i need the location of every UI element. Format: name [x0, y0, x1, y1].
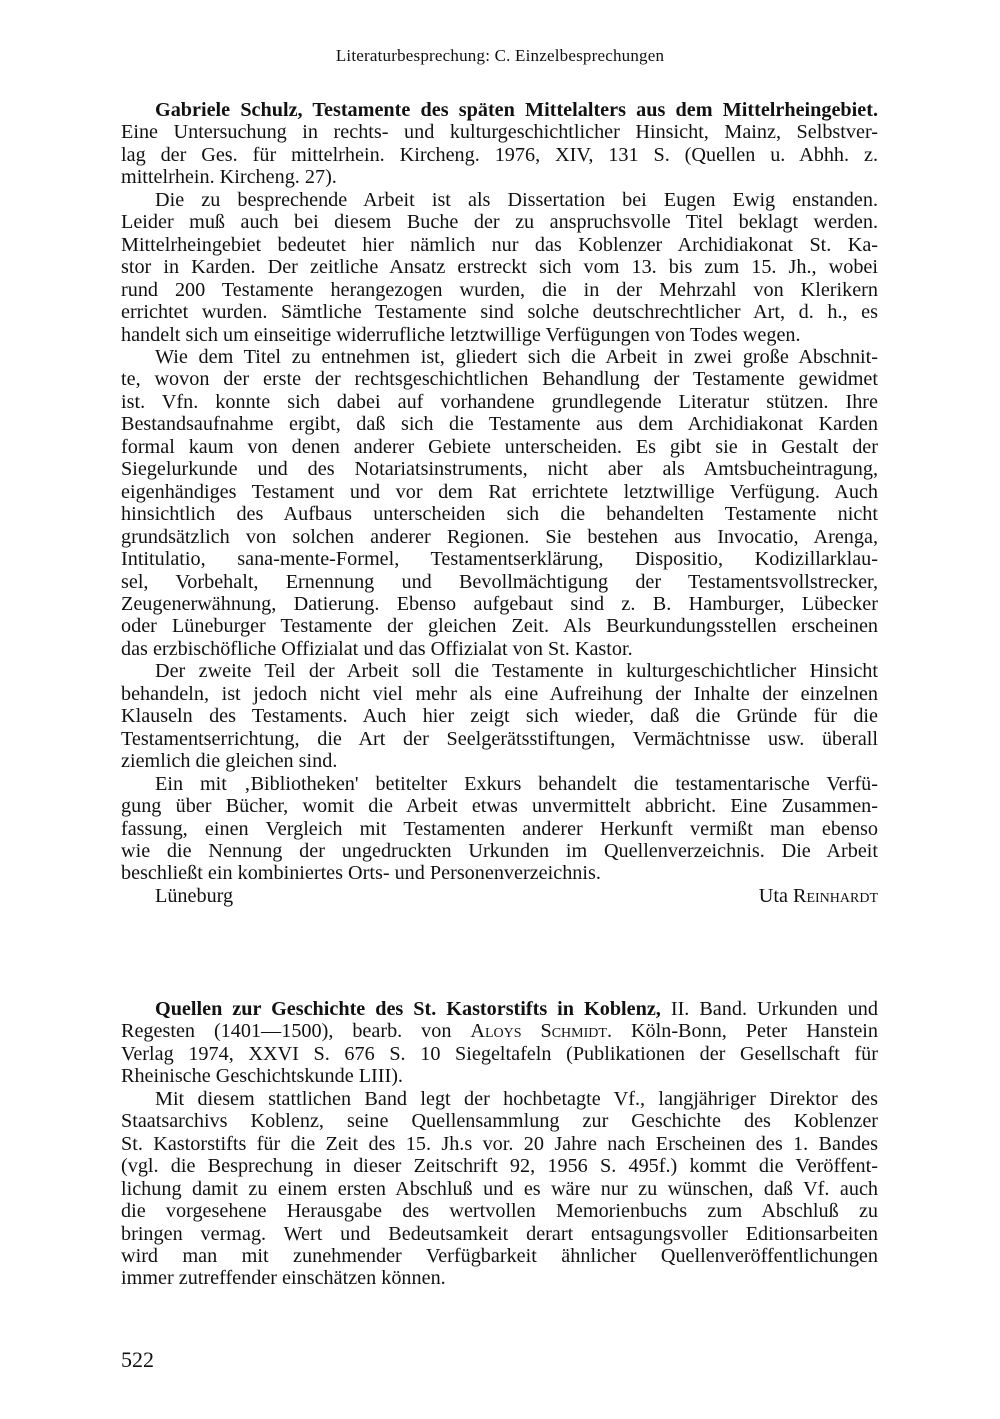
text-line: Mit diesem stattlichen Band legt der hochbetagte Vf., langjähriger Direktor des [155, 1087, 878, 1110]
text-line: Mittelrheingebiet bedeutet hier nämlich nur das Koblenzer Archidiakonat St. Ka- [121, 233, 878, 256]
text-line: St. Kastorstifts für die Zeit des 15. Jh.s vor. 20 Jahre nach Erscheinen des 1. Bandes [121, 1132, 878, 1155]
reviewer-name [759, 885, 878, 907]
text-line: Bestandsaufnahme ergibt, daß sich die Testamente aus dem Archidiakonat Karden [121, 413, 878, 436]
text-line: grundsätzlich von solchen anderer Regionen. Sie bestehen aus Invocatio, Arenga, [121, 525, 878, 548]
text-line: immer zutreffender einschätzen können. [121, 1267, 446, 1290]
text-line: lichung damit zu einem ersten Abschluß und es wäre nur zu wünschen, daß Vf. auch [121, 1177, 878, 1200]
review-1 [121, 99, 878, 907]
biblio-line: mittelrhein. Kircheng. 27). [121, 166, 337, 189]
text-line: Staatsarchivs Koblenz, seine Quellensammlung zur Geschichte des Koblenzer [121, 1110, 878, 1133]
text-line: ist. Vfn. konnte sich dabei auf vorhandene grundlegende Literatur stützen. Ihre [121, 390, 878, 413]
review-place: Lüneburg [155, 884, 234, 907]
text-line: wie die Nennung der ungedruckten Urkunden im Quellenverzeichnis. Die Arbeit [121, 839, 878, 862]
text-line: hinsichtlich des Aufbaus unterscheiden sich die behandelten Testamente nicht [121, 503, 878, 526]
review-title-line [121, 998, 878, 1020]
text-line: Die zu besprechende Arbeit ist als Dissertation bei Eugen Ewig enstanden. [155, 188, 878, 211]
text-line: rund 200 Testamente herangezogen wurden, die in der Mehrzahl von Klerikern [121, 278, 878, 301]
reviewer-last-name: Reinhardt [792, 884, 878, 907]
text-line: formal kaum von denen anderer Gebiete unterscheiden. Es gibt sie in Gestalt der [121, 435, 878, 458]
text-line: Zeugenerwähnung, Datierung. Ebenso aufgebaut sind z. B. Hamburger, Lübecker [121, 592, 878, 615]
page-number: 522 [121, 1347, 154, 1372]
biblio-line: lag der Ges. für mittelrhein. Kircheng. 1976, XIV, 131 S. (Quellen u. Abhh. z. [121, 143, 878, 166]
text-line: Der zweite Teil der Arbeit soll die Testamente in kulturgeschichtlicher Hinsicht [155, 660, 878, 683]
text-line: ziemlich die gleichen sind. [121, 750, 338, 773]
biblio-line [121, 1020, 878, 1042]
text-line: Ein mit ‚Bibliotheken' betitelter Exkurs behandelt die testamentarische Verfü- [155, 772, 878, 795]
text-line: Leider muß auch bei diesem Buche der zu anspruchsvolle Titel beklagt werden. [121, 211, 878, 234]
text-line: Wie dem Titel zu entnehmen ist, gliedert sich die Arbeit in zwei große Abschnit- [155, 345, 878, 368]
review-2 [121, 998, 878, 1290]
biblio-line: Eine Untersuchung in rechts- und kulturgeschichtlicher Hinsicht, Mainz, Selbstver- [121, 121, 878, 144]
text-line: Siegelurkunde und des Notariatsinstruments, nicht aber als Amtsbucheintragung, [121, 458, 878, 481]
review-title-line [121, 99, 878, 121]
text-line: sel, Vorbehalt, Ernennung und Bevollmächtigung der Testamentsvollstrecker, [121, 570, 878, 593]
biblio-line: Rheinische Geschichtskunde LIII). [121, 1065, 403, 1088]
text-line: stor in Karden. Der zeitliche Ansatz erstreckt sich vom 13. bis zum 15. Jh., wobei [121, 256, 878, 279]
reviewer-first-name: Uta [758, 884, 788, 907]
text-line: die vorgesehene Herausgabe des wertvollen Memorienbuchs zum Abschluß zu [121, 1200, 878, 1223]
text-line: gung über Bücher, womit die Arbeit etwas unvermittelt abbricht. Eine Zusammen- [121, 795, 878, 818]
biblio-text: . Köln-Bonn, Peter Hanstein [606, 1020, 878, 1043]
review-title-rest: II. Band. Urkunden und [660, 998, 878, 1020]
biblio-text: Regesten (1401—1500), bearb. von [121, 1020, 471, 1043]
text-line: Testamentserrichtung, die Art der Seelgerätsstiftungen, Vermächtnisse usw. überall [121, 727, 878, 750]
text-line: eigenhändiges Testament und vor dem Rat errichtete letztwillige Verfügung. Auch [121, 480, 878, 503]
text-line: handelt sich um einseitige widerrufliche letztwillige Verfügungen von Todes wegen. [121, 323, 801, 346]
text-line: behandeln, ist jedoch nicht viel mehr als eine Aufreihung der Inhalte der einzelnen [121, 682, 878, 705]
text-line: fassung, einen Vergleich mit Testamenten anderer Herkunft vermißt man ebenso [121, 817, 878, 840]
review-signature [121, 885, 878, 907]
text-line: beschließt ein kombiniertes Orts- und Personenverzeichnis. [121, 862, 601, 885]
text-line: errichtet wurden. Sämtliche Testamente sind solche deutschrechtlicher Art, d. h., es [121, 301, 878, 324]
text-line: te, wovon der erste der rechtsgeschichtlichen Behandlung der Testamente gewidmet [121, 368, 878, 391]
text-line: das erzbischöfliche Offizialat und das Offizialat von St. Kastor. [121, 637, 633, 660]
text-line: wird man mit zunehmender Verfügbarkeit ähnlicher Quellenveröffentlichungen [121, 1244, 878, 1267]
editor-name: Aloys Schmidt [470, 1020, 607, 1043]
text-line: oder Lüneburger Testamente der gleichen Zeit. Als Beurkundungsstellen erscheinen [121, 615, 878, 638]
text-line: Intitulatio, sana-mente-Formel, Testamentserklärung, Dispositio, Kodizillarklau- [121, 548, 878, 571]
text-line: bringen vermag. Wert und Bedeutsamkeit derart entsagungsvoller Editionsarbeiten [121, 1222, 878, 1245]
text-line: (vgl. die Besprechung in dieser Zeitschrift 92, 1956 S. 495f.) kommt die Veröffent- [121, 1155, 878, 1178]
running-head: Literaturbesprechung: C. Einzelbesprechungen [335, 46, 665, 65]
review-title: Gabriele Schulz, Testamente des späten Mittelalters aus dem Mittelrheingebiet. [155, 99, 878, 121]
text-line: Klauseln des Testaments. Auch hier zeigt sich wieder, daß die Gründe für die [121, 705, 878, 728]
review-title: Quellen zur Geschichte des St. Kastorstifts in Koblenz, [155, 998, 661, 1020]
biblio-line: Verlag 1974, XXVI S. 676 S. 10 Siegeltafeln (Publikationen der Gesellschaft für [121, 1042, 878, 1065]
